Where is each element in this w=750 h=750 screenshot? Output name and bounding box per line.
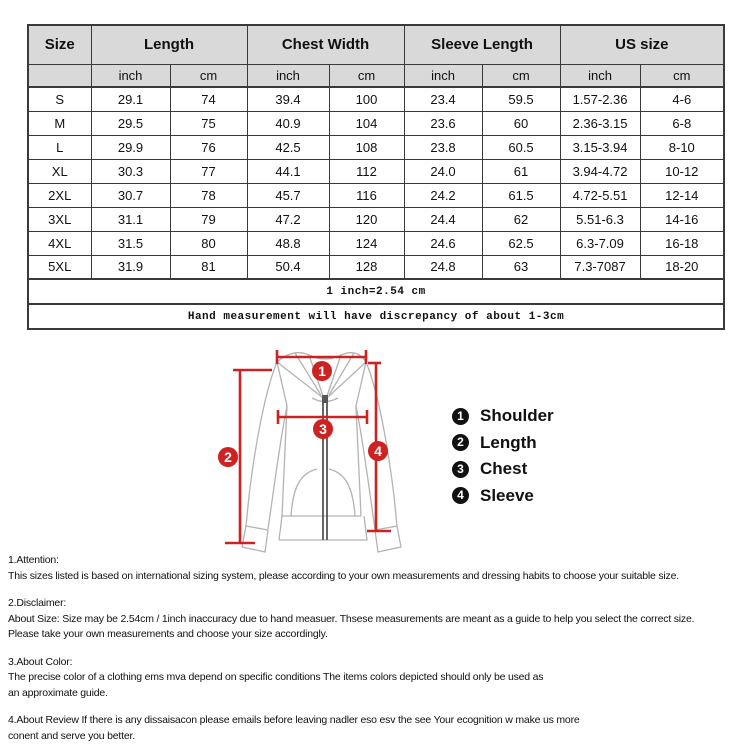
legend-item-chest: [452, 456, 554, 483]
value-cell: 44.1: [247, 159, 329, 183]
table-row: [28, 135, 724, 159]
unit-cell: inch: [404, 64, 482, 87]
value-cell: 60.5: [482, 135, 560, 159]
value-cell: 6.3-7.09: [560, 231, 640, 255]
value-cell: 116: [329, 183, 404, 207]
value-cell: 77: [170, 159, 247, 183]
col-sleeve-header: Sleeve Length: [404, 25, 560, 64]
notes-section: [8, 553, 748, 750]
value-cell: 80: [170, 231, 247, 255]
note-heading: 3.About Color:: [8, 655, 73, 668]
value-cell: 59.5: [482, 87, 560, 111]
measurement-discrepancy-note: Hand measurement will have discrepancy of about 1-3cm: [28, 304, 724, 329]
size-cell: L: [28, 135, 91, 159]
value-cell: 100: [329, 87, 404, 111]
value-cell: 18-20: [640, 255, 724, 279]
size-cell: M: [28, 111, 91, 135]
value-cell: 24.2: [404, 183, 482, 207]
table-row: [28, 231, 724, 255]
size-cell: 4XL: [28, 231, 91, 255]
value-cell: 29.9: [91, 135, 170, 159]
note-heading: 1.Attention:: [8, 554, 59, 566]
table-row: [28, 207, 724, 231]
measurement-lines: [225, 350, 391, 543]
note-attention: [8, 553, 748, 584]
jacket-diagram: [205, 346, 480, 574]
value-cell: 2.36-3.15: [560, 111, 640, 135]
value-cell: 23.8: [404, 135, 482, 159]
zipper-pull: [322, 395, 328, 403]
col-ussize-header: US size: [560, 25, 724, 64]
size-cell: 5XL: [28, 255, 91, 279]
note-text: This sizes listed is based on international sizing system, please according to your own measurements and dressing habits to choose your suitable size.: [8, 569, 679, 582]
legend-item-length: [452, 430, 554, 457]
value-cell: 63: [482, 255, 560, 279]
value-cell: 8-10: [640, 135, 724, 159]
footnote-row: [28, 279, 724, 304]
value-cell: 47.2: [247, 207, 329, 231]
value-cell: 29.1: [91, 87, 170, 111]
value-cell: 78: [170, 183, 247, 207]
table-header-row: [28, 25, 724, 64]
torso-lines: [356, 362, 366, 516]
unit-cell: cm: [482, 64, 560, 87]
value-cell: 39.4: [247, 87, 329, 111]
value-cell: 42.5: [247, 135, 329, 159]
note-about-color: [8, 655, 748, 702]
footnote-row: [28, 304, 724, 329]
value-cell: 128: [329, 255, 404, 279]
right-pocket: [329, 469, 355, 516]
value-cell: 24.8: [404, 255, 482, 279]
value-cell: 3.94-4.72: [560, 159, 640, 183]
unit-cell: [28, 64, 91, 87]
badge-chest-num: 3: [319, 421, 327, 437]
unit-cell: inch: [560, 64, 640, 87]
legend-badge-icon: 2: [452, 434, 469, 451]
value-cell: 79: [170, 207, 247, 231]
value-cell: 16-18: [640, 231, 724, 255]
table-row: [28, 255, 724, 279]
legend-item-shoulder: [452, 403, 554, 430]
size-cell: XL: [28, 159, 91, 183]
note-text: About Size: Size may be 2.54cm / 1inch inaccuracy due to hand measuer. Thsese measurements are meant as a guide to help you select the correct size.: [8, 612, 695, 625]
value-cell: 48.8: [247, 231, 329, 255]
legend-label: Shoulder: [480, 406, 554, 426]
value-cell: 23.4: [404, 87, 482, 111]
left-cuff: [242, 526, 268, 552]
value-cell: 45.7: [247, 183, 329, 207]
legend-item-sleeve: [452, 483, 554, 510]
unit-cell: cm: [640, 64, 724, 87]
col-chest-header: Chest Width: [247, 25, 404, 64]
unit-cell: inch: [91, 64, 170, 87]
value-cell: 76: [170, 135, 247, 159]
value-cell: 74: [170, 87, 247, 111]
value-cell: 4-6: [640, 87, 724, 111]
value-cell: 31.9: [91, 255, 170, 279]
size-cell: 2XL: [28, 183, 91, 207]
badge-sleeve-num: 4: [374, 443, 382, 459]
size-chart-section: [27, 24, 723, 330]
size-cell: S: [28, 87, 91, 111]
value-cell: 124: [329, 231, 404, 255]
value-cell: 75: [170, 111, 247, 135]
inch-conversion-note: 1 inch=2.54 cm: [28, 279, 724, 304]
note-text: an approximate guide.: [8, 686, 108, 699]
badge-shoulder-num: 1: [318, 363, 326, 379]
value-cell: 30.7: [91, 183, 170, 207]
value-cell: 31.5: [91, 231, 170, 255]
value-cell: 1.57-2.36: [560, 87, 640, 111]
value-cell: 29.5: [91, 111, 170, 135]
value-cell: 5.51-6.3: [560, 207, 640, 231]
note-disclaimer: [8, 596, 748, 643]
value-cell: 24.0: [404, 159, 482, 183]
value-cell: 30.3: [91, 159, 170, 183]
value-cell: 120: [329, 207, 404, 231]
value-cell: 61: [482, 159, 560, 183]
table-row: [28, 183, 724, 207]
note-text: Please take your own measurements and choose your size accordingly.: [8, 628, 328, 640]
legend-badge-icon: 1: [452, 408, 469, 425]
measurement-legend: [452, 403, 554, 509]
note-about-review: [8, 713, 748, 744]
legend-label: Chest: [480, 459, 528, 479]
value-cell: 4.72-5.51: [560, 183, 640, 207]
unit-cell: cm: [170, 64, 247, 87]
table-unit-row: [28, 64, 724, 87]
value-cell: 3.15-3.94: [560, 135, 640, 159]
value-cell: 60: [482, 111, 560, 135]
col-length-header: Length: [91, 25, 247, 64]
value-cell: 40.9: [247, 111, 329, 135]
left-pocket: [291, 469, 317, 516]
note-text: The precise color of a clothing ems mva depend on specific conditions The items colors depicted should only be used as: [8, 671, 544, 683]
unit-cell: inch: [247, 64, 329, 87]
size-chart-table: [27, 24, 725, 330]
note-text: 4.About Review If there is any dissaisacon please emails before leaving nadler eso esv the see Your ecognition w make us more: [8, 714, 580, 726]
value-cell: 62.5: [482, 231, 560, 255]
note-heading: 2.Disclaimer:: [8, 597, 67, 609]
value-cell: 108: [329, 135, 404, 159]
value-cell: 50.4: [247, 255, 329, 279]
legend-label: Length: [480, 432, 537, 452]
table-row: [28, 111, 724, 135]
legend-badge-icon: 4: [452, 487, 469, 504]
value-cell: 6-8: [640, 111, 724, 135]
value-cell: 24.6: [404, 231, 482, 255]
value-cell: 7.3-7087: [560, 255, 640, 279]
unit-cell: cm: [329, 64, 404, 87]
note-text: conent and serve you better.: [8, 729, 135, 742]
value-cell: 24.4: [404, 207, 482, 231]
value-cell: 81: [170, 255, 247, 279]
value-cell: 112: [329, 159, 404, 183]
col-size-header: Size: [28, 25, 91, 64]
legend-badge-icon: 3: [452, 461, 469, 478]
table-row: [28, 87, 724, 111]
legend-label: Sleeve: [480, 485, 534, 505]
value-cell: 104: [329, 111, 404, 135]
value-cell: 62: [482, 207, 560, 231]
value-cell: 12-14: [640, 183, 724, 207]
table-row: [28, 159, 724, 183]
value-cell: 14-16: [640, 207, 724, 231]
value-cell: 61.5: [482, 183, 560, 207]
value-cell: 10-12: [640, 159, 724, 183]
value-cell: 31.1: [91, 207, 170, 231]
size-cell: 3XL: [28, 207, 91, 231]
value-cell: 23.6: [404, 111, 482, 135]
badge-length-num: 2: [224, 449, 232, 465]
